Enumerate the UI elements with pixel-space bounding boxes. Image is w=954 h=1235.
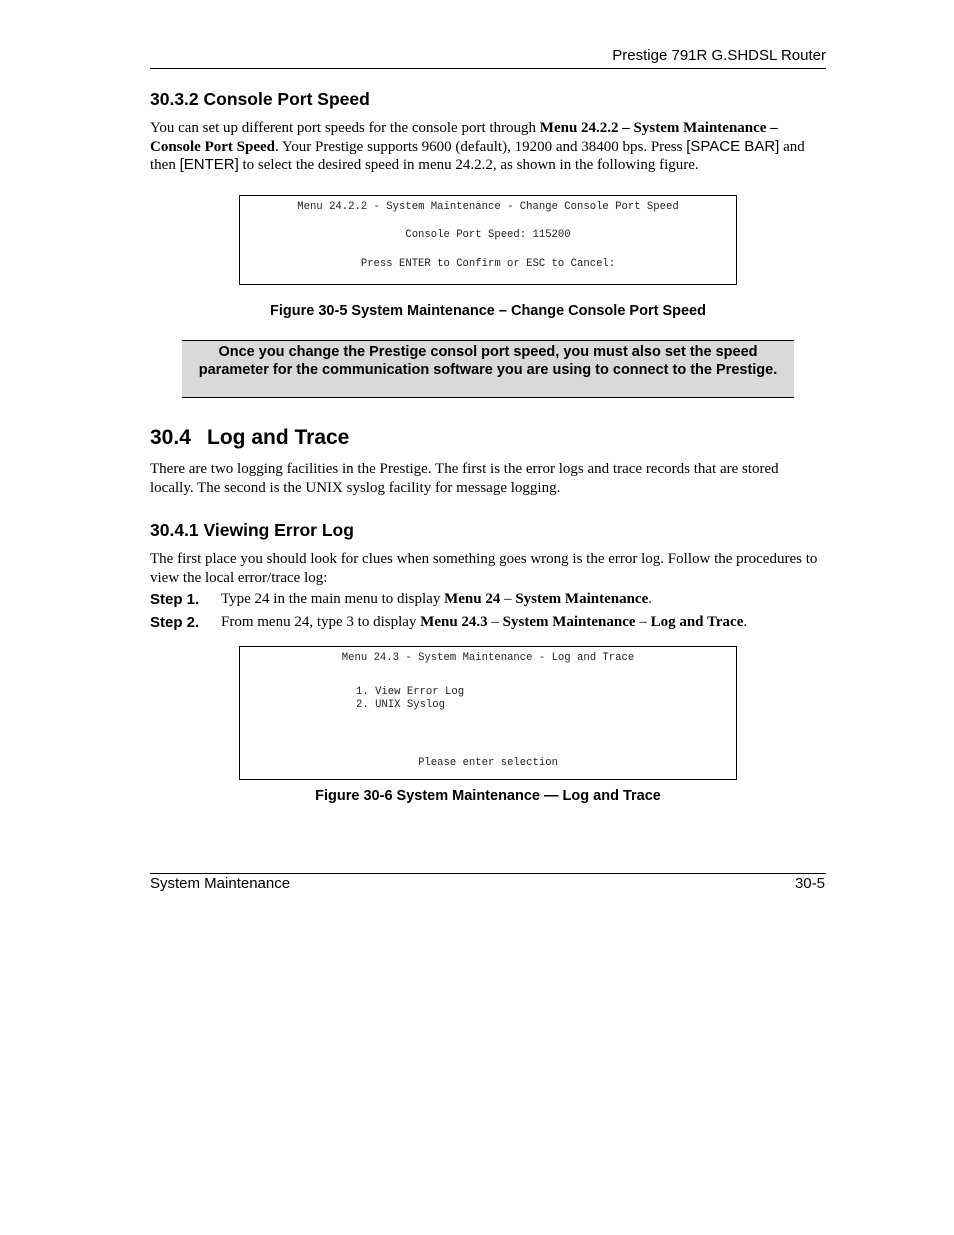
log-trace-paragraph: There are two logging facilities in the Prestige. The first is the error logs and trace records that are stored locally. The second is the UNIX syslog facility for message logging. — [150, 461, 779, 496]
note-text: Once you change the Prestige consol port speed, you must also set the speed parameter for the communication software you are using to connect to the Prestige. — [198, 344, 778, 378]
screen-selection-prompt: Please enter selection — [418, 757, 558, 769]
figure-caption: Figure 30-5 System Maintenance – Change Console Port Speed — [270, 303, 706, 319]
footer-page-number: 30-5 — [794, 875, 825, 892]
section-heading-log-and-trace — [150, 426, 349, 450]
figure-caption: Figure 30-6 System Maintenance — Log and Trace — [315, 788, 661, 804]
console-speed-paragraph: You can set up different port speeds for the console port through Menu 24.2.2 – System Maintenance – Console Port Speed. Your Prestige supports 9600 (default), 19200 and 38400 bps. Press [SPACE BAR] and then [ENTER] to select the desired speed in menu 24.2.2, as shown in the following figure. — [150, 120, 805, 173]
header-rule — [150, 68, 826, 69]
step-label: Step 1. — [150, 591, 200, 608]
section-heading-console-port-speed: 30.3.2 Console Port Speed — [150, 89, 370, 109]
screen-console-port-speed: Console Port Speed: 115200 — [405, 229, 571, 241]
footer-chapter-title: System Maintenance — [150, 875, 291, 892]
key-space-bar: [SPACE BAR] — [686, 137, 780, 155]
console-port-speed-screen — [239, 195, 737, 285]
section-heading-viewing-error-log: 30.4.1 Viewing Error Log — [150, 520, 354, 540]
menu-item-unix-syslog: 2. UNIX Syslog — [356, 699, 446, 711]
log-and-trace-screen — [239, 646, 737, 780]
section-title: Log and Trace — [207, 426, 350, 449]
section-number: 30.4 — [150, 426, 191, 449]
viewing-error-log-paragraph: The first place you should look for clues when something goes wrong is the error log. Follow the procedures to view the local error/trace log: — [150, 551, 818, 586]
screen-menu-title: Menu 24.3 - System Maintenance - Log and Trace — [341, 652, 635, 664]
key-enter: [ENTER] — [179, 156, 239, 173]
menu-reference: Menu 24.2.2 – System Maintenance – Console Port Speed — [150, 120, 778, 155]
running-header: Prestige 791R G.SHDSL Router — [612, 47, 826, 64]
note-box — [182, 340, 794, 398]
step-label: Step 2. — [150, 614, 200, 631]
menu-item-view-error-log: 1. View Error Log — [356, 686, 465, 698]
screen-menu-title: Menu 24.2.2 - System Maintenance - Change Console Port Speed — [297, 201, 679, 213]
screen-confirm-prompt: Press ENTER to Confirm or ESC to Cancel: — [360, 258, 616, 270]
footer-rule — [150, 873, 826, 874]
